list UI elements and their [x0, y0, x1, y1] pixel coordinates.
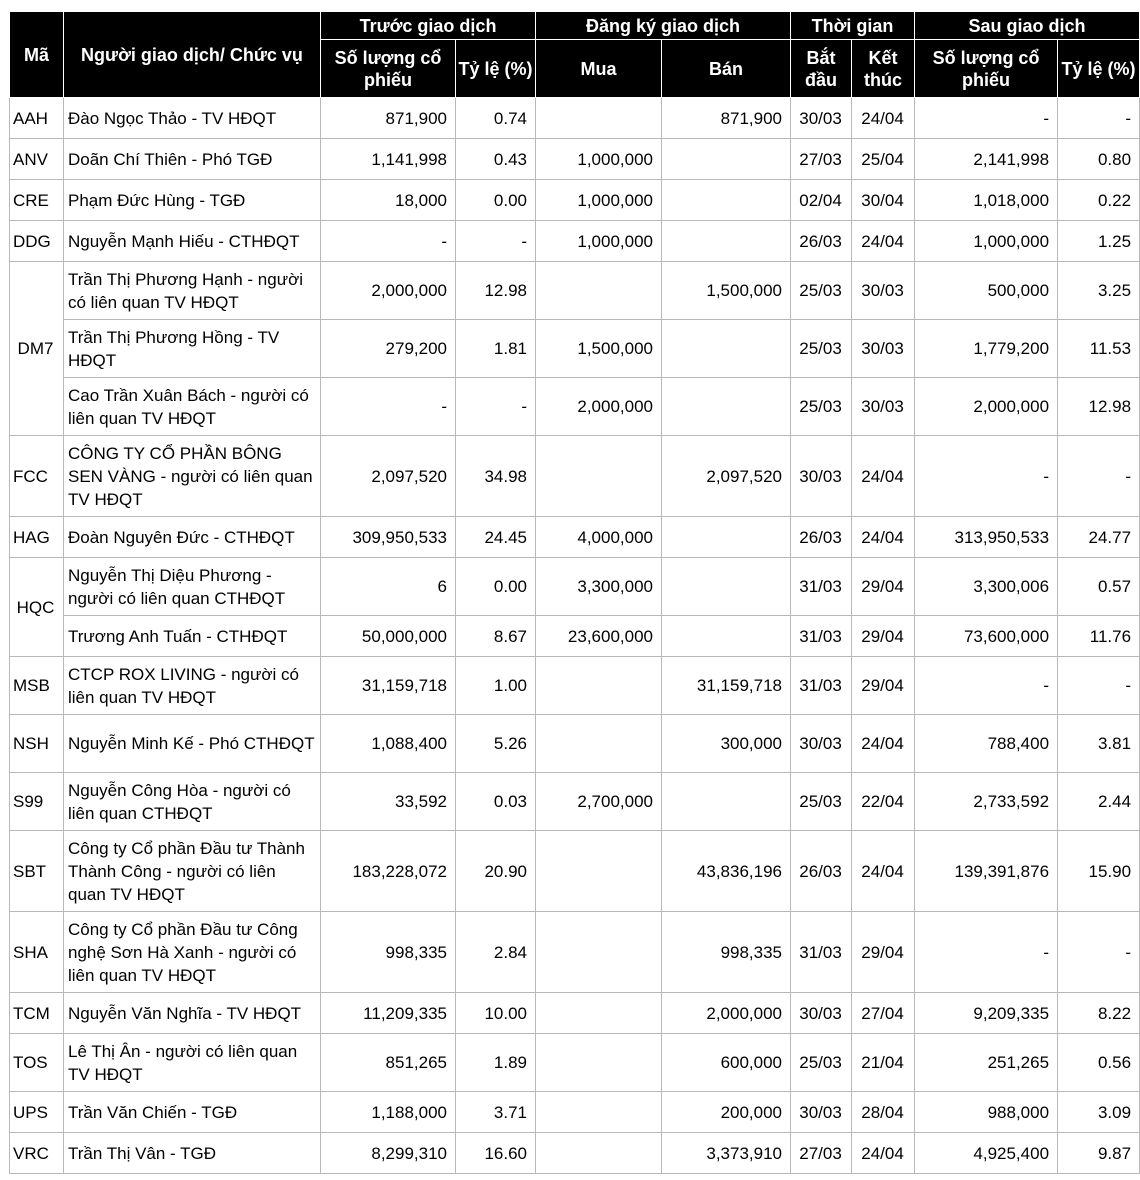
cell-ban: [662, 221, 791, 262]
cell-so-luong-sau: 73,600,000: [915, 616, 1058, 657]
cell-ty-le-sau: 1.25: [1058, 221, 1140, 262]
table-row: [10, 773, 1140, 831]
cell-ty-le-sau: 11.53: [1058, 320, 1140, 378]
cell-nguoi-giao-dich: Đào Ngọc Thảo - TV HĐQT: [64, 98, 321, 139]
cell-so-luong-sau: -: [915, 98, 1058, 139]
cell-ty-le-sau: -: [1058, 657, 1140, 715]
cell-ty-le-truoc: -: [456, 378, 536, 436]
cell-ban: 2,097,520: [662, 436, 791, 517]
table-row: [10, 616, 1140, 657]
cell-mua: [536, 436, 662, 517]
cell-ma: SBT: [10, 831, 64, 912]
header-ket-thuc: Kết thúc: [852, 40, 915, 98]
cell-so-luong-sau: 988,000: [915, 1092, 1058, 1133]
cell-ty-le-sau: 3.09: [1058, 1092, 1140, 1133]
table-row: [10, 320, 1140, 378]
table-row: [10, 378, 1140, 436]
cell-ket-thuc: 22/04: [852, 773, 915, 831]
cell-bat-dau: 25/03: [791, 320, 852, 378]
cell-ty-le-sau: -: [1058, 98, 1140, 139]
cell-bat-dau: 25/03: [791, 262, 852, 320]
cell-bat-dau: 25/03: [791, 773, 852, 831]
cell-ty-le-truoc: 24.45: [456, 517, 536, 558]
cell-ty-le-truoc: 0.00: [456, 558, 536, 616]
cell-ty-le-truoc: 0.03: [456, 773, 536, 831]
cell-bat-dau: 25/03: [791, 1034, 852, 1092]
table-row: [10, 1092, 1140, 1133]
cell-mua: 2,000,000: [536, 378, 662, 436]
header-so-luong-sau: Số lượng cổ phiếu: [915, 40, 1058, 98]
cell-bat-dau: 27/03: [791, 1133, 852, 1174]
cell-nguoi-giao-dich: Cao Trần Xuân Bách - người có liên quan TV HĐQT: [64, 378, 321, 436]
cell-ket-thuc: 25/04: [852, 139, 915, 180]
cell-so-luong-sau: 3,300,006: [915, 558, 1058, 616]
header-ty-le-truoc: Tỷ lệ (%): [456, 40, 536, 98]
cell-mua: [536, 993, 662, 1034]
cell-bat-dau: 26/03: [791, 831, 852, 912]
cell-bat-dau: 31/03: [791, 657, 852, 715]
table-header: [10, 12, 1140, 98]
cell-bat-dau: 31/03: [791, 616, 852, 657]
cell-nguoi-giao-dich: Trần Thị Phương Hạnh - người có liên quan TV HĐQT: [64, 262, 321, 320]
cell-ty-le-sau: 12.98: [1058, 378, 1140, 436]
cell-ma: FCC: [10, 436, 64, 517]
cell-ty-le-sau: 11.76: [1058, 616, 1140, 657]
cell-ban: 998,335: [662, 912, 791, 993]
cell-ma: HQC: [10, 558, 64, 657]
cell-ty-le-sau: 0.57: [1058, 558, 1140, 616]
cell-nguoi-giao-dich: Nguyễn Mạnh Hiếu - CTHĐQT: [64, 221, 321, 262]
cell-so-luong-sau: 500,000: [915, 262, 1058, 320]
cell-mua: [536, 1133, 662, 1174]
cell-mua: 3,300,000: [536, 558, 662, 616]
cell-so-luong-sau: 9,209,335: [915, 993, 1058, 1034]
cell-mua: [536, 715, 662, 773]
cell-ty-le-truoc: 8.67: [456, 616, 536, 657]
cell-bat-dau: 31/03: [791, 912, 852, 993]
cell-ban: 600,000: [662, 1034, 791, 1092]
cell-bat-dau: 02/04: [791, 180, 852, 221]
cell-so-luong-truoc: 871,900: [321, 98, 456, 139]
cell-ket-thuc: 30/03: [852, 320, 915, 378]
cell-ma: HAG: [10, 517, 64, 558]
cell-ty-le-truoc: 0.43: [456, 139, 536, 180]
cell-ban: 43,836,196: [662, 831, 791, 912]
cell-ty-le-sau: 0.22: [1058, 180, 1140, 221]
cell-nguoi-giao-dich: Đoàn Nguyên Đức - CTHĐQT: [64, 517, 321, 558]
cell-ty-le-sau: 2.44: [1058, 773, 1140, 831]
cell-ket-thuc: 29/04: [852, 558, 915, 616]
cell-ket-thuc: 29/04: [852, 657, 915, 715]
cell-ket-thuc: 27/04: [852, 993, 915, 1034]
cell-ket-thuc: 29/04: [852, 912, 915, 993]
cell-nguoi-giao-dich: Công ty Cổ phần Đầu tư Công nghệ Sơn Hà Xanh - người có liên quan TV HĐQT: [64, 912, 321, 993]
cell-ty-le-truoc: 16.60: [456, 1133, 536, 1174]
header-ban: Bán: [662, 40, 791, 98]
cell-so-luong-sau: 1,779,200: [915, 320, 1058, 378]
cell-ban: 2,000,000: [662, 993, 791, 1034]
table-row: [10, 221, 1140, 262]
cell-bat-dau: 30/03: [791, 993, 852, 1034]
cell-ket-thuc: 24/04: [852, 98, 915, 139]
cell-ket-thuc: 30/03: [852, 378, 915, 436]
cell-ty-le-truoc: 12.98: [456, 262, 536, 320]
cell-bat-dau: 26/03: [791, 517, 852, 558]
table-row: [10, 993, 1140, 1034]
cell-ban: 31,159,718: [662, 657, 791, 715]
table-row: [10, 1034, 1140, 1092]
cell-so-luong-sau: 2,000,000: [915, 378, 1058, 436]
cell-so-luong-sau: -: [915, 436, 1058, 517]
cell-so-luong-sau: 1,018,000: [915, 180, 1058, 221]
table-row: [10, 912, 1140, 993]
insider-trading-table-container: [9, 11, 1140, 1174]
cell-ban: [662, 378, 791, 436]
cell-so-luong-truoc: 11,209,335: [321, 993, 456, 1034]
header-mua: Mua: [536, 40, 662, 98]
table-row: [10, 262, 1140, 320]
cell-so-luong-truoc: 998,335: [321, 912, 456, 993]
cell-so-luong-truoc: 183,228,072: [321, 831, 456, 912]
cell-nguoi-giao-dich: Trần Thị Vân - TGĐ: [64, 1133, 321, 1174]
cell-mua: 4,000,000: [536, 517, 662, 558]
insider-trading-table: [9, 11, 1140, 1174]
cell-ty-le-sau: -: [1058, 436, 1140, 517]
cell-ket-thuc: 24/04: [852, 715, 915, 773]
cell-so-luong-truoc: 1,188,000: [321, 1092, 456, 1133]
cell-so-luong-truoc: 279,200: [321, 320, 456, 378]
cell-ket-thuc: 24/04: [852, 831, 915, 912]
cell-so-luong-sau: 2,733,592: [915, 773, 1058, 831]
cell-ty-le-truoc: 3.71: [456, 1092, 536, 1133]
cell-mua: 1,000,000: [536, 139, 662, 180]
cell-so-luong-truoc: 851,265: [321, 1034, 456, 1092]
cell-nguoi-giao-dich: Trương Anh Tuấn - CTHĐQT: [64, 616, 321, 657]
cell-ty-le-sau: 8.22: [1058, 993, 1140, 1034]
table-row: [10, 558, 1140, 616]
cell-ty-le-sau: 24.77: [1058, 517, 1140, 558]
cell-ma: DDG: [10, 221, 64, 262]
table-row: [10, 436, 1140, 517]
cell-so-luong-truoc: 50,000,000: [321, 616, 456, 657]
cell-ma: AAH: [10, 98, 64, 139]
cell-ty-le-truoc: 2.84: [456, 912, 536, 993]
cell-so-luong-truoc: 6: [321, 558, 456, 616]
cell-mua: 1,500,000: [536, 320, 662, 378]
cell-ket-thuc: 30/04: [852, 180, 915, 221]
header-nguoi-giao-dich: Người giao dịch/ Chức vụ: [64, 12, 321, 98]
cell-mua: [536, 1092, 662, 1133]
cell-nguoi-giao-dich: Trần Văn Chiến - TGĐ: [64, 1092, 321, 1133]
cell-ty-le-truoc: 5.26: [456, 715, 536, 773]
cell-ty-le-sau: 9.87: [1058, 1133, 1140, 1174]
cell-mua: 1,000,000: [536, 180, 662, 221]
cell-ket-thuc: 24/04: [852, 1133, 915, 1174]
cell-ban: [662, 139, 791, 180]
cell-nguoi-giao-dich: Nguyễn Công Hòa - người có liên quan CTHĐQT: [64, 773, 321, 831]
cell-nguoi-giao-dich: Nguyễn Minh Kế - Phó CTHĐQT: [64, 715, 321, 773]
table-row: [10, 1133, 1140, 1174]
header-ty-le-sau: Tỷ lệ (%): [1058, 40, 1140, 98]
header-truoc-giao-dich: Trước giao dịch: [321, 12, 536, 40]
cell-so-luong-sau: -: [915, 912, 1058, 993]
cell-nguoi-giao-dich: Nguyễn Thị Diệu Phương - người có liên quan CTHĐQT: [64, 558, 321, 616]
cell-ban: [662, 773, 791, 831]
cell-nguoi-giao-dich: CÔNG TY CỔ PHẦN BÔNG SEN VÀNG - người có liên quan TV HĐQT: [64, 436, 321, 517]
cell-ket-thuc: 24/04: [852, 517, 915, 558]
cell-ty-le-sau: 0.80: [1058, 139, 1140, 180]
cell-so-luong-truoc: -: [321, 221, 456, 262]
cell-mua: 2,700,000: [536, 773, 662, 831]
cell-mua: 1,000,000: [536, 221, 662, 262]
cell-mua: [536, 262, 662, 320]
cell-so-luong-sau: 4,925,400: [915, 1133, 1058, 1174]
cell-ban: [662, 180, 791, 221]
cell-so-luong-truoc: 309,950,533: [321, 517, 456, 558]
cell-nguoi-giao-dich: Nguyễn Văn Nghĩa - TV HĐQT: [64, 993, 321, 1034]
cell-ket-thuc: 28/04: [852, 1092, 915, 1133]
cell-ket-thuc: 21/04: [852, 1034, 915, 1092]
cell-nguoi-giao-dich: Lê Thị Ân - người có liên quan TV HĐQT: [64, 1034, 321, 1092]
cell-mua: [536, 831, 662, 912]
cell-ty-le-truoc: 0.74: [456, 98, 536, 139]
cell-so-luong-truoc: 18,000: [321, 180, 456, 221]
cell-so-luong-sau: -: [915, 657, 1058, 715]
cell-ty-le-truoc: 10.00: [456, 993, 536, 1034]
cell-so-luong-truoc: 2,000,000: [321, 262, 456, 320]
cell-so-luong-truoc: 33,592: [321, 773, 456, 831]
cell-ban: [662, 320, 791, 378]
table-row: [10, 98, 1140, 139]
cell-so-luong-sau: 2,141,998: [915, 139, 1058, 180]
table-row: [10, 517, 1140, 558]
cell-ma: S99: [10, 773, 64, 831]
cell-ma: ANV: [10, 139, 64, 180]
cell-bat-dau: 30/03: [791, 98, 852, 139]
cell-ma: TOS: [10, 1034, 64, 1092]
cell-ty-le-truoc: 1.00: [456, 657, 536, 715]
table-body: [10, 98, 1140, 1174]
cell-ty-le-truoc: 34.98: [456, 436, 536, 517]
cell-ban: 200,000: [662, 1092, 791, 1133]
header-ma: Mã: [10, 12, 64, 98]
cell-so-luong-sau: 1,000,000: [915, 221, 1058, 262]
cell-ma: VRC: [10, 1133, 64, 1174]
cell-so-luong-truoc: 8,299,310: [321, 1133, 456, 1174]
cell-mua: [536, 1034, 662, 1092]
cell-so-luong-truoc: -: [321, 378, 456, 436]
header-sau-giao-dich: Sau giao dịch: [915, 12, 1140, 40]
cell-ty-le-sau: 3.25: [1058, 262, 1140, 320]
cell-ban: [662, 517, 791, 558]
cell-nguoi-giao-dich: Công ty Cổ phần Đầu tư Thành Thành Công - người có liên quan TV HĐQT: [64, 831, 321, 912]
cell-ket-thuc: 24/04: [852, 436, 915, 517]
cell-ban: [662, 616, 791, 657]
cell-ket-thuc: 29/04: [852, 616, 915, 657]
cell-so-luong-truoc: 31,159,718: [321, 657, 456, 715]
cell-ty-le-sau: 15.90: [1058, 831, 1140, 912]
cell-ty-le-truoc: 0.00: [456, 180, 536, 221]
cell-bat-dau: 26/03: [791, 221, 852, 262]
cell-ty-le-truoc: -: [456, 221, 536, 262]
cell-ty-le-truoc: 20.90: [456, 831, 536, 912]
cell-ma: TCM: [10, 993, 64, 1034]
table-row: [10, 180, 1140, 221]
cell-ma: CRE: [10, 180, 64, 221]
cell-bat-dau: 31/03: [791, 558, 852, 616]
cell-ket-thuc: 24/04: [852, 221, 915, 262]
cell-so-luong-sau: 251,265: [915, 1034, 1058, 1092]
cell-so-luong-truoc: 1,141,998: [321, 139, 456, 180]
cell-ma: NSH: [10, 715, 64, 773]
cell-nguoi-giao-dich: Phạm Đức Hùng - TGĐ: [64, 180, 321, 221]
table-row: [10, 831, 1140, 912]
cell-ty-le-truoc: 1.89: [456, 1034, 536, 1092]
cell-ty-le-sau: -: [1058, 912, 1140, 993]
cell-ma: DM7: [10, 262, 64, 436]
cell-bat-dau: 30/03: [791, 715, 852, 773]
cell-mua: [536, 657, 662, 715]
table-row: [10, 657, 1140, 715]
cell-so-luong-sau: 313,950,533: [915, 517, 1058, 558]
header-so-luong-truoc: Số lượng cổ phiếu: [321, 40, 456, 98]
cell-mua: 23,600,000: [536, 616, 662, 657]
cell-bat-dau: 30/03: [791, 436, 852, 517]
cell-bat-dau: 30/03: [791, 1092, 852, 1133]
cell-mua: [536, 912, 662, 993]
cell-ban: 871,900: [662, 98, 791, 139]
cell-ban: 1,500,000: [662, 262, 791, 320]
header-bat-dau: Bắt đầu: [791, 40, 852, 98]
cell-ty-le-truoc: 1.81: [456, 320, 536, 378]
cell-bat-dau: 25/03: [791, 378, 852, 436]
cell-ma: SHA: [10, 912, 64, 993]
table-row: [10, 715, 1140, 773]
cell-nguoi-giao-dich: CTCP ROX LIVING - người có liên quan TV HĐQT: [64, 657, 321, 715]
table-row: [10, 139, 1140, 180]
cell-ty-le-sau: 0.56: [1058, 1034, 1140, 1092]
cell-nguoi-giao-dich: Trần Thị Phương Hồng - TV HĐQT: [64, 320, 321, 378]
cell-ban: 3,373,910: [662, 1133, 791, 1174]
cell-nguoi-giao-dich: Doãn Chí Thiên - Phó TGĐ: [64, 139, 321, 180]
header-dang-ky-giao-dich: Đăng ký giao dịch: [536, 12, 791, 40]
cell-so-luong-truoc: 2,097,520: [321, 436, 456, 517]
cell-so-luong-truoc: 1,088,400: [321, 715, 456, 773]
cell-ket-thuc: 30/03: [852, 262, 915, 320]
cell-bat-dau: 27/03: [791, 139, 852, 180]
cell-ban: 300,000: [662, 715, 791, 773]
header-thoi-gian: Thời gian: [791, 12, 915, 40]
cell-ma: MSB: [10, 657, 64, 715]
cell-so-luong-sau: 788,400: [915, 715, 1058, 773]
cell-so-luong-sau: 139,391,876: [915, 831, 1058, 912]
cell-ty-le-sau: 3.81: [1058, 715, 1140, 773]
cell-mua: [536, 98, 662, 139]
cell-ban: [662, 558, 791, 616]
cell-ma: UPS: [10, 1092, 64, 1133]
